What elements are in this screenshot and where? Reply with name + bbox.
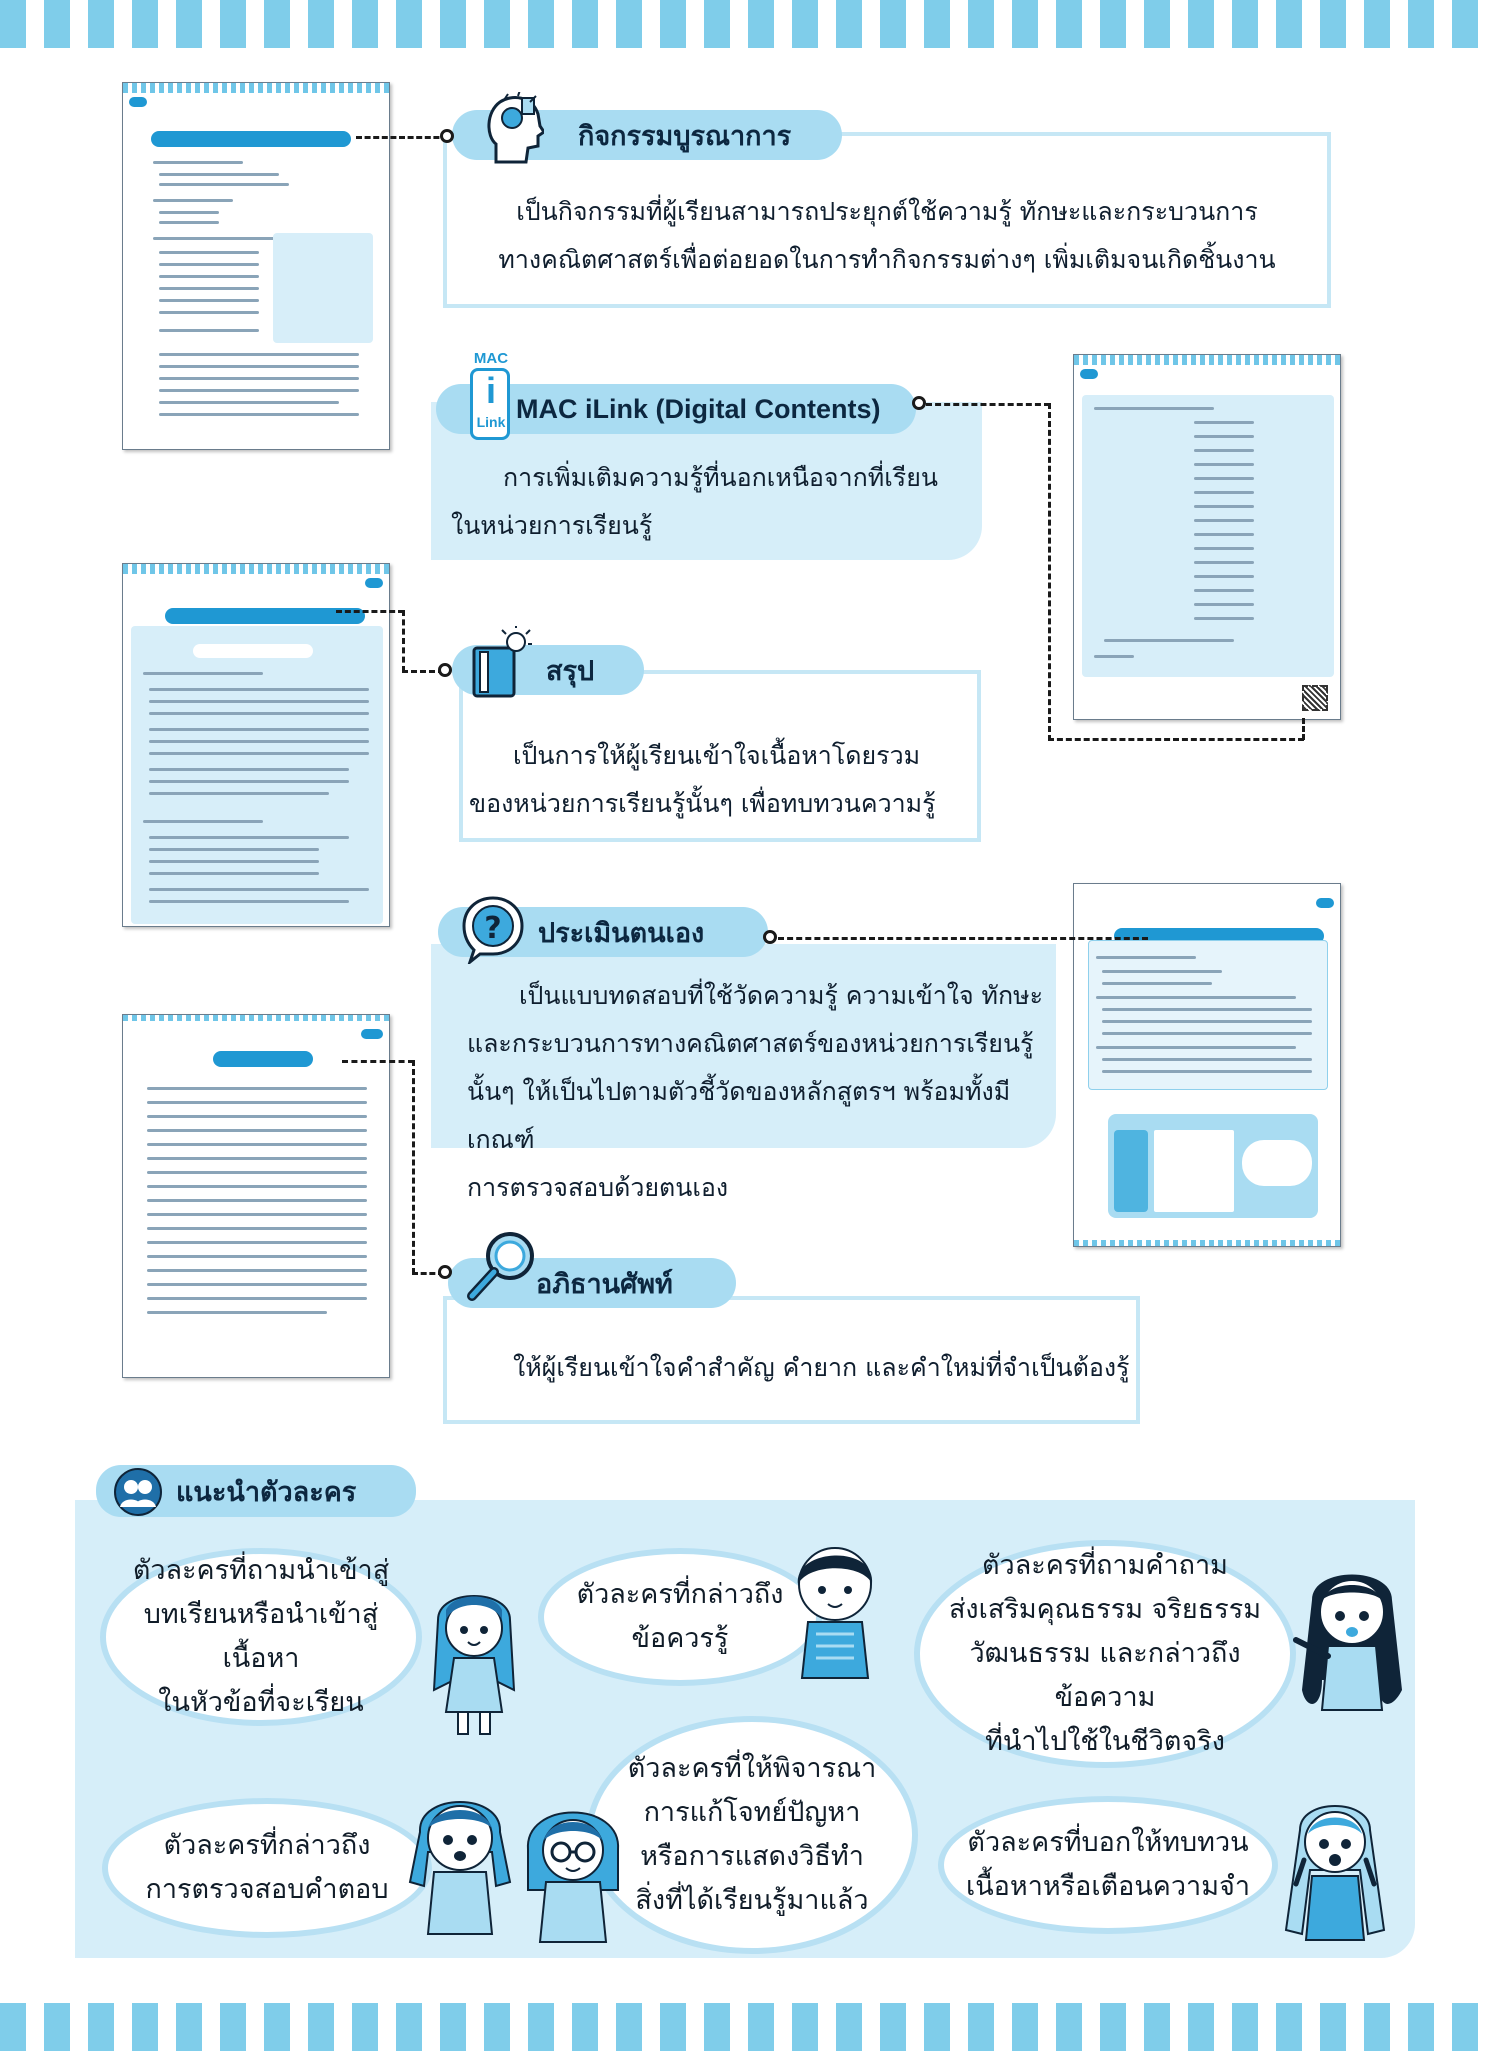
summary-title: สรุป bbox=[546, 655, 595, 687]
magnifier-icon bbox=[466, 1228, 538, 1302]
ilink-logo-top-text: MAC bbox=[473, 350, 509, 367]
glossary-connector-line-h1 bbox=[342, 1060, 414, 1063]
activity-page-thumbnail bbox=[122, 82, 390, 450]
ilink-title: MAC iLink (Digital Contents) bbox=[516, 393, 881, 424]
ilink-connector-dot bbox=[912, 396, 926, 410]
summary-connector-line-h1 bbox=[336, 610, 404, 613]
character-bubble-5-line-1: ตัวละครที่ให้พิจารณา bbox=[627, 1753, 877, 1784]
character-bubble-6-line-1: ตัวละครที่บอกให้ทบทวน bbox=[967, 1827, 1249, 1858]
activity-connector-dot bbox=[440, 129, 454, 143]
character-girl-long-hair-illustration bbox=[424, 1580, 524, 1740]
characters-title: แนะนำตัวละคร bbox=[176, 1476, 357, 1508]
book-lightbulb-icon bbox=[470, 626, 532, 700]
ilink-logo-bottom-text: Link bbox=[476, 414, 506, 430]
summary-connector-line-v bbox=[402, 610, 405, 672]
glossary-connector-line-v bbox=[412, 1060, 415, 1274]
summary-description-line-1: เป็นการให้ผู้เรียนเข้าใจเนื้อหาโดยรวม bbox=[513, 741, 921, 770]
ilink-description-line-2: ในหน่วยการเรียนรู้ bbox=[451, 511, 653, 540]
ilink-connector-line-v2 bbox=[1302, 718, 1305, 740]
character-bubble-2-line-1: ตัวละครที่กล่าวถึง bbox=[576, 1579, 784, 1610]
selfassess-description-line-4: การตรวจสอบด้วยตนเอง bbox=[467, 1173, 729, 1202]
glossary-description-box bbox=[443, 1296, 1140, 1424]
characters-people-icon bbox=[112, 1467, 164, 1517]
character-bubble-6 bbox=[938, 1796, 1278, 1934]
ilink-description-line-1: การเพิ่มเติมความรู้ที่นอกเหนือจากที่เรียน bbox=[503, 463, 938, 492]
character-bubble-4-line-2: การตรวจสอบคำตอบ bbox=[145, 1874, 389, 1905]
ilink-connector-line-h2 bbox=[1048, 738, 1304, 741]
glossary-title: อภิธานศัพท์ bbox=[536, 1268, 673, 1300]
character-bubble-3-line-4: ที่นำไปใช้ในชีวิตจริง bbox=[985, 1726, 1225, 1757]
summary-connector-dot bbox=[438, 663, 452, 677]
character-bubble-4-line-1: ตัวละครที่กล่าวถึง bbox=[163, 1830, 371, 1861]
glossary-connector-dot bbox=[438, 1265, 452, 1279]
bottom-stripe-border bbox=[0, 2003, 1493, 2051]
selfassess-title: ประเมินตนเอง bbox=[538, 917, 705, 949]
summary-page-thumbnail bbox=[122, 563, 390, 927]
ilink-logo-mid-text: i bbox=[485, 370, 496, 411]
selfassess-description-line-2: และกระบวนการทางคณิตศาสตร์ของหน่วยการเรียนรู้ bbox=[467, 1029, 1034, 1058]
character-bubble-5-line-4: สิ่งที่ได้เรียนรู้มาแล้ว bbox=[635, 1885, 869, 1916]
qr-code-icon bbox=[1302, 685, 1328, 711]
glossary-page-thumbnail bbox=[122, 1014, 390, 1378]
activity-connector-line bbox=[356, 136, 448, 139]
character-bubble-3 bbox=[914, 1540, 1296, 1768]
selfassess-connector-line bbox=[778, 937, 1148, 940]
character-bubble-5 bbox=[586, 1716, 918, 1954]
selfassess-description-box bbox=[431, 944, 1056, 1202]
character-boy-illustration bbox=[780, 1534, 890, 1684]
character-bubble-1 bbox=[100, 1548, 422, 1726]
activity-title: กิจกรรมบูรณาการ bbox=[578, 120, 792, 152]
character-girl-glasses-illustration bbox=[518, 1790, 628, 1950]
glossary-description-line-1: ให้ผู้เรียนเข้าใจคำสำคัญ คำยาก และคำใหม่ที่จำเป็นต้องรู้ bbox=[513, 1353, 1130, 1382]
selfassess-connector-dot bbox=[763, 930, 777, 944]
selfassess-description-line-1: เป็นแบบทดสอบที่ใช้วัดความรู้ ความเข้าใจ ทักษะ bbox=[519, 981, 1044, 1010]
character-girl-twintails-illustration bbox=[1280, 1790, 1390, 1960]
activity-description-line-1: เป็นกิจกรรมที่ผู้เรียนสามารถประยุกต์ใช้ความรู้ ทักษะและกระบวนการ bbox=[516, 197, 1258, 226]
selfassess-description-line-3: นั้นๆ ให้เป็นไปตามตัวชี้วัดของหลักสูตรฯ พร้อมทั้งมีเกณฑ์ bbox=[467, 1077, 1011, 1154]
question-mark-icon bbox=[460, 894, 526, 964]
ilink-logo-icon bbox=[468, 350, 514, 446]
ilink-connector-line-h1 bbox=[926, 403, 1050, 406]
character-girl-ponytail-illustration bbox=[1282, 1560, 1422, 1730]
summary-description-box bbox=[459, 670, 981, 842]
character-bubble-4 bbox=[102, 1798, 432, 1938]
summary-description-line-2: ของหน่วยการเรียนรู้นั้นๆ เพื่อทบทวนความรู้ bbox=[469, 789, 936, 818]
character-girl-pigtails-illustration bbox=[400, 1782, 520, 1942]
top-stripe-border bbox=[0, 0, 1493, 48]
character-bubble-3-line-2: ส่งเสริมคุณธรรม จริยธรรม bbox=[948, 1594, 1262, 1625]
character-bubble-3-line-3: วัฒนธรรม และกล่าวถึงข้อความ bbox=[969, 1638, 1241, 1713]
character-bubble-3-line-1: ตัวละครที่ถามคำถาม bbox=[982, 1550, 1228, 1581]
character-bubble-6-line-2: เนื้อหาหรือเตือนความจำ bbox=[966, 1871, 1250, 1902]
head-brain-icon bbox=[482, 92, 544, 168]
character-bubble-2-line-2: ข้อควรรู้ bbox=[631, 1623, 729, 1654]
ilink-connector-line-v bbox=[1048, 403, 1051, 741]
character-bubble-5-line-3: หรือการแสดงวิธีทำ bbox=[640, 1841, 864, 1872]
ilink-page-thumbnail bbox=[1073, 354, 1341, 720]
character-bubble-5-line-2: การแก้โจทย์ปัญหา bbox=[643, 1797, 861, 1828]
character-bubble-1-line-3: ในหัวข้อที่จะเรียน bbox=[158, 1687, 364, 1718]
svg-text:?: ? bbox=[484, 911, 502, 946]
character-bubble-1-line-1: ตัวละครที่ถามนำเข้าสู่ bbox=[132, 1555, 390, 1586]
activity-description-line-2: ทางคณิตศาสตร์เพื่อต่อยอดในการทำกิจกรรมต่างๆ เพิ่มเติมจนเกิดชิ้นงาน bbox=[498, 245, 1276, 274]
character-bubble-1-line-2: บทเรียนหรือนำเข้าสู่เนื้อหา bbox=[143, 1599, 379, 1674]
